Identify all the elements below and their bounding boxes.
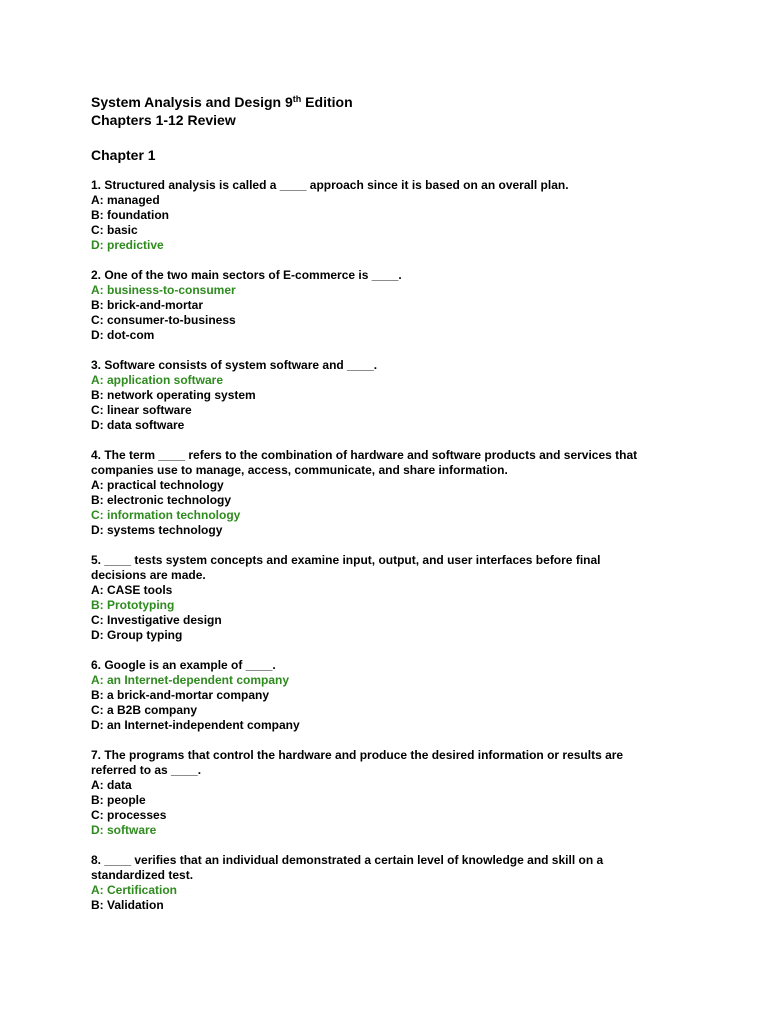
title-main-text: System Analysis and Design 9 <box>91 94 293 110</box>
question-stem: 3. Software consists of system software and ____. <box>91 358 378 372</box>
chapter-heading: Chapter 1 <box>91 147 156 163</box>
answer-option: D: data software <box>91 418 185 432</box>
answer-option: B: electronic technology <box>91 493 232 507</box>
document-title <box>91 93 731 111</box>
answer-option: C: linear software <box>91 403 192 417</box>
question-item <box>91 448 731 538</box>
answer-option-correct: B: Prototyping <box>91 598 175 612</box>
answer-option: B: brick-and-mortar <box>91 298 204 312</box>
answer-option: C: consumer-to-business <box>91 313 236 327</box>
title-superscript: th <box>292 94 302 104</box>
answer-option-correct: D: predictive <box>91 238 164 252</box>
document-page <box>91 93 731 928</box>
answer-option-correct: C: information technology <box>91 508 241 522</box>
question-item <box>91 853 731 913</box>
question-list <box>91 178 731 913</box>
question-stem: referred to as ____. <box>91 763 202 777</box>
answer-option: D: an Internet-independent company <box>91 718 300 732</box>
question-item <box>91 658 731 733</box>
answer-option: B: a brick-and-mortar company <box>91 688 270 702</box>
answer-option: A: managed <box>91 193 160 207</box>
answer-option: C: processes <box>91 808 167 822</box>
question-stem: 2. One of the two main sectors of E-commerce is ____. <box>91 268 402 282</box>
question-item <box>91 358 731 433</box>
answer-option: C: Investigative design <box>91 613 222 627</box>
answer-option: C: basic <box>91 223 138 237</box>
question-stem: 5. ____ tests system concepts and examine input, output, and user interfaces before final <box>91 553 601 567</box>
answer-option: D: Group typing <box>91 628 183 642</box>
answer-option: D: dot-com <box>91 328 155 342</box>
question-stem: 4. The term ____ refers to the combination of hardware and software products and services that <box>91 448 638 462</box>
answer-option-correct: A: application software <box>91 373 224 387</box>
question-item <box>91 178 731 253</box>
question-stem: 8. ____ verifies that an individual demonstrated a certain level of knowledge and skill on a <box>91 853 604 867</box>
answer-option: B: people <box>91 793 146 807</box>
question-item <box>91 268 731 343</box>
answer-option: B: Validation <box>91 898 164 912</box>
title-tail-text: Edition <box>301 94 353 110</box>
answer-option: B: foundation <box>91 208 169 222</box>
question-stem: 1. Structured analysis is called a ____ approach since it is based on an overall plan. <box>91 178 569 192</box>
document-subtitle: Chapters 1-12 Review <box>91 112 236 128</box>
question-stem: 7. The programs that control the hardware and produce the desired information or results are <box>91 748 624 762</box>
question-stem: decisions are made. <box>91 568 206 582</box>
answer-option: B: network operating system <box>91 388 256 402</box>
question-stem: standardized test. <box>91 868 194 882</box>
question-stem: companies use to manage, access, communicate, and share information. <box>91 463 508 477</box>
answer-option-correct: D: software <box>91 823 157 837</box>
question-stem: 6. Google is an example of ____. <box>91 658 276 672</box>
answer-option-correct: A: business-to-consumer <box>91 283 236 297</box>
answer-option: C: a B2B company <box>91 703 198 717</box>
answer-option: A: data <box>91 778 132 792</box>
answer-option-correct: A: an Internet-dependent company <box>91 673 290 687</box>
question-item <box>91 748 731 838</box>
question-item <box>91 553 731 643</box>
answer-option: A: CASE tools <box>91 583 173 597</box>
answer-option-correct: A: Certification <box>91 883 178 897</box>
answer-option: D: systems technology <box>91 523 223 537</box>
answer-option: A: practical technology <box>91 478 224 492</box>
